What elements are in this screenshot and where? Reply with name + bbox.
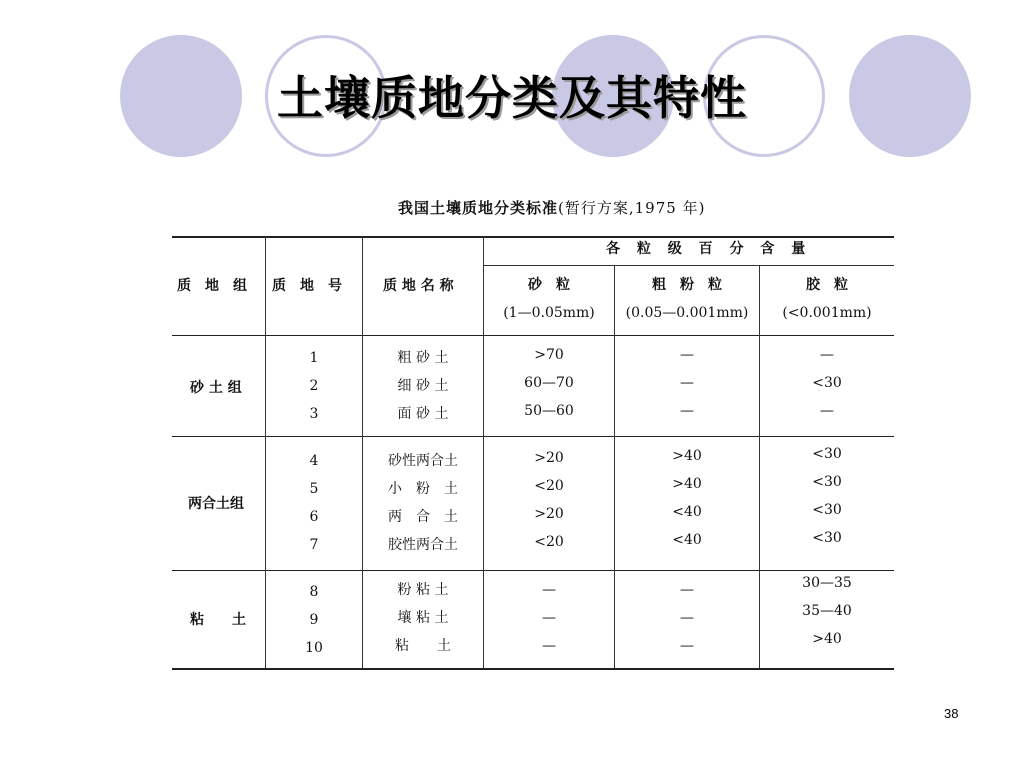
group2-sand: >20 <20 >20 <20	[534, 450, 564, 550]
header-group: 质 地 组	[177, 278, 247, 294]
group3-clay: 30—35 35—40 >40	[802, 575, 852, 647]
group2-names: 砂性两合土 小 粉 土 两 合 土 胶性两合土	[388, 453, 458, 553]
group2-clay: <30 <30 <30 <30	[812, 446, 842, 546]
group1-clay: — <30 —	[812, 347, 842, 419]
group1-names: 粗 砂 土 细 砂 土 面 砂 土	[397, 350, 449, 422]
header-clay: 胶 粒	[806, 277, 848, 293]
table-caption	[398, 197, 705, 218]
group3-names: 粉 粘 土 壤 粘 土 粘 土	[395, 582, 451, 654]
header-name: 质 地 名 称	[383, 278, 454, 294]
group1-sand: >70 60—70 50—60	[524, 347, 574, 419]
group3-sand: — — —	[542, 582, 556, 654]
header-sand: 砂 粒	[528, 277, 570, 293]
page-number: 38	[944, 706, 959, 721]
table-header-rule	[172, 335, 894, 336]
header-clay-range: (<0.001mm)	[782, 305, 872, 321]
header-silt: 粗 粉 粒	[652, 277, 722, 293]
caption-main: 我国土壤质地分类标准	[398, 199, 559, 217]
group3-numbers: 8 9 10	[305, 584, 323, 656]
group1-silt: — — —	[680, 347, 694, 419]
percent-subheader-rule	[483, 265, 894, 266]
group1-numbers: 1 2 3	[309, 350, 319, 422]
group-label-clay: 粘 土	[190, 612, 246, 628]
group1-divider	[172, 436, 894, 437]
group3-silt: — — —	[680, 582, 694, 654]
caption-note: (暂行方案,1975 年)	[558, 199, 706, 217]
header-number: 质 地 号	[272, 278, 342, 294]
group-label-sandy: 砂 土 组	[190, 380, 242, 396]
header-percent: 各 粒 级 百 分 含 量	[606, 241, 812, 257]
header-sand-range: (1—0.05mm)	[503, 305, 595, 321]
slide-title: 土壤质地分类及其特性	[277, 71, 747, 125]
group-label-loam: 两合土组	[188, 496, 244, 512]
table-bottom-rule	[172, 668, 894, 670]
header-silt-range: (0.05—0.001mm)	[625, 305, 749, 321]
group2-silt: >40 >40 <40 <40	[672, 448, 702, 548]
group2-numbers: 4 5 6 7	[309, 453, 319, 553]
table-top-rule	[172, 236, 894, 238]
